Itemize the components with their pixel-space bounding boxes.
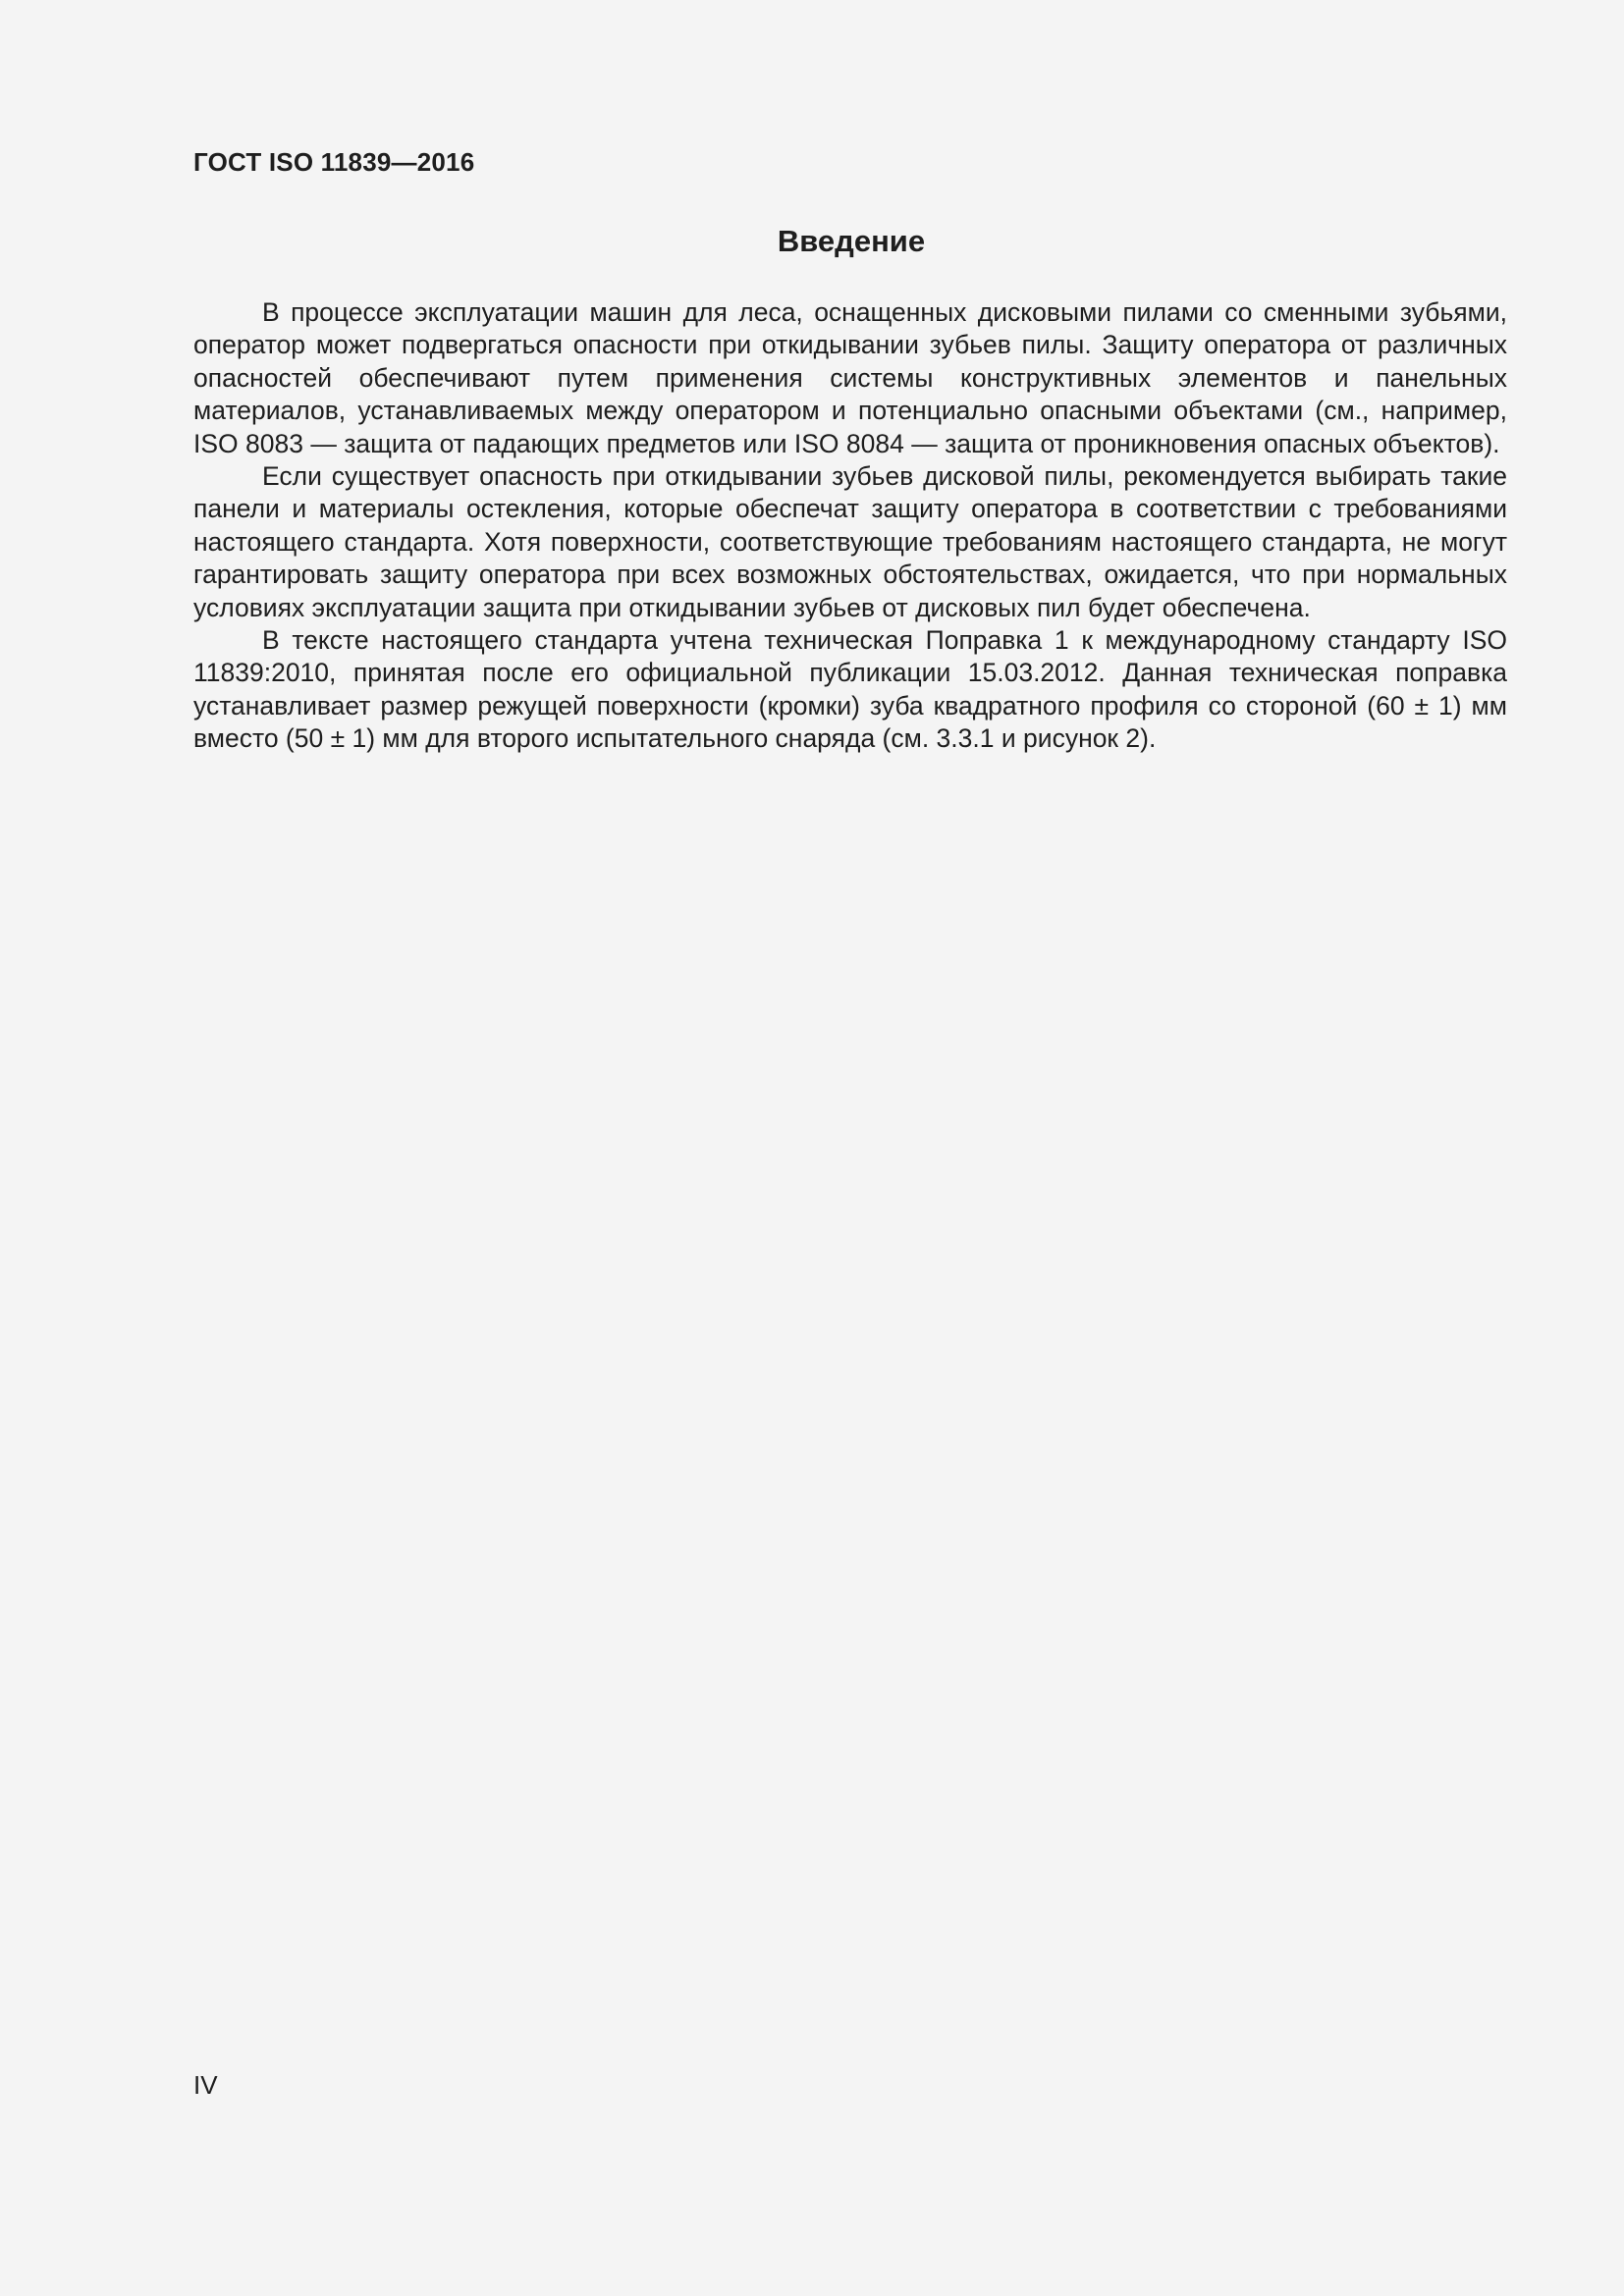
document-header: ГОСТ ISO 11839—2016 bbox=[193, 147, 475, 177]
section-title-text: Введение bbox=[777, 224, 926, 258]
page-number: IV bbox=[193, 2070, 218, 2100]
paragraph: В тексте настоящего стандарта учтена техническая Поправка 1 к международному стандарту ISO 11839:2010, принятая после его официальной публикации 15.03.2012. Данная техническая поправка устанавливает размер режущей поверхности (кромки) зуба квадратного профиля со стороной (60 ± 1) мм вместо (50 ± 1) мм для второго испытательного снаряда (см. 3.3.1 и рисунок 2). bbox=[193, 625, 1507, 754]
section-title bbox=[0, 224, 1624, 259]
paragraph: В процессе эксплуатации машин для леса, оснащенных дисковыми пилами со сменными зубьями, оператор может подвергаться опасности при откидывании зубьев пилы. Защиту оператора от различных опасностей обеспечивают путем применения системы конструктивных элементов и панельных материалов, устанавливаемых между оператором и потенциально опасными объектами (см., например, ISO 8083 — защита от падающих предметов или ISO 8084 — защита от проникновения опасных объектов). bbox=[193, 297, 1507, 458]
body-text bbox=[193, 296, 1507, 756]
paragraph: Если существует опасность при откидывании зубьев дисковой пилы, рекомендуется выбирать такие панели и материалы остекления, которые обеспечат защиту оператора в соответствии с требованиями настоящего стандарта. Хотя поверхности, соответствующие требованиям настоящего стандарта, не могут гарантировать защиту оператора при всех возможных обстоятельствах, ожидается, что при нормальных условиях эксплуатации защита при откидывании зубьев от дисковых пил будет обеспечена. bbox=[193, 461, 1507, 622]
